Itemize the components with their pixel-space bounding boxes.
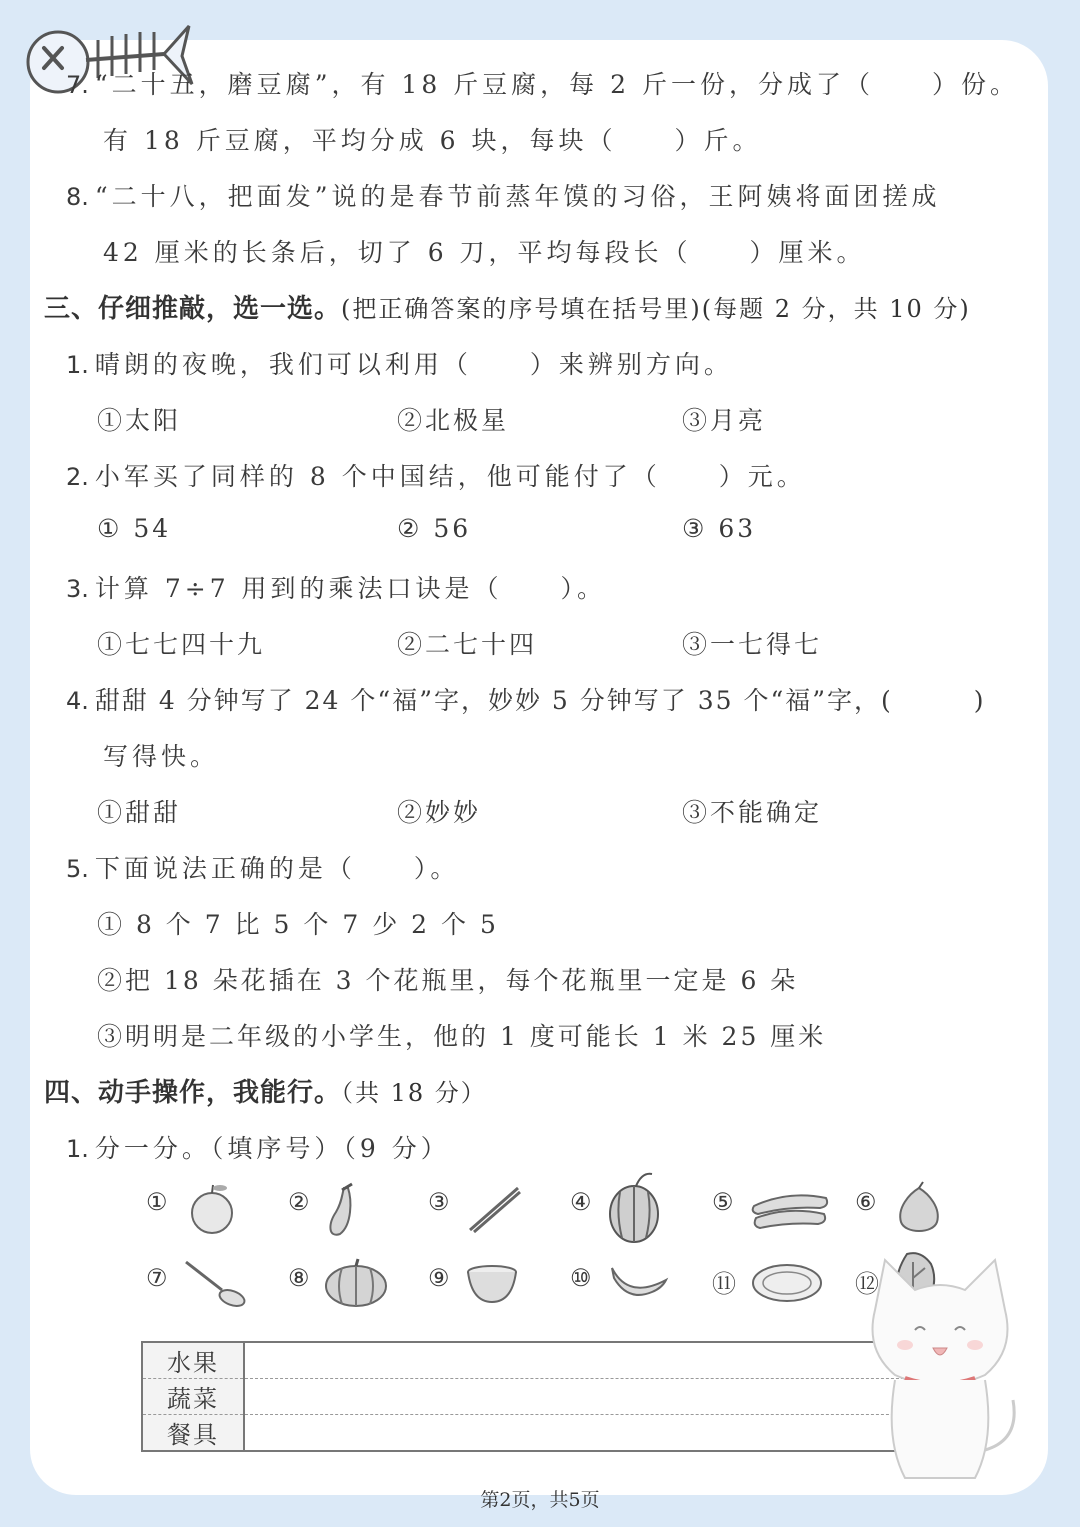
question-4-1: 1. 分一分。（填序号）（9 分） <box>66 1134 450 1163</box>
answer-cell-fruit[interactable] <box>244 1342 940 1379</box>
answer-cell-vegetable[interactable] <box>244 1379 940 1415</box>
section-3-title: 三、仔细推敲，选一选。(把正确答案的序号填在括号里)(每题 2 分，共 10 分) <box>44 294 971 324</box>
row-label-tableware: 餐具 <box>142 1415 244 1452</box>
pear-icon <box>893 1180 945 1238</box>
section-4-title: 四、动手操作，我能行。（共 18 分） <box>44 1078 487 1108</box>
cat-illustration-icon <box>855 1250 1025 1490</box>
apple-icon <box>184 1180 240 1236</box>
spoon-icon <box>180 1256 250 1308</box>
question-8-line-2: 42 厘米的长条后，切了 6 刀，平均每段长（ ）厘米。 <box>103 238 866 267</box>
option-3-4-c: ③不能确定 <box>682 798 823 827</box>
question-3-3: 3. 计算 7÷7 用到的乘法口诀是（ ）。 <box>66 574 607 603</box>
row-label-vegetable: 蔬菜 <box>142 1379 244 1415</box>
table-row <box>142 1342 940 1379</box>
cucumber-icon <box>748 1184 834 1234</box>
option-3-3-c: ③一七得七 <box>682 630 823 659</box>
question-3-5: 5. 下面说法正确的是（ ）。 <box>66 854 460 883</box>
option-3-1-a: ①太阳 <box>97 406 182 435</box>
question-3-2: 2. 小军买了同样的 8 个中国结，他可能付了（ ）元。 <box>66 462 806 491</box>
banana-icon <box>608 1260 670 1304</box>
question-8-line-1: 8. “二十八，把面发”说的是春节前蒸年馍的习俗，王阿姨将面团搓成 <box>66 182 941 211</box>
option-3-3-b: ②二七十四 <box>397 630 538 659</box>
table-row <box>142 1415 940 1452</box>
table-row <box>142 1379 940 1415</box>
watermelon-icon <box>606 1168 664 1248</box>
option-3-2-a: ① 54 <box>97 514 172 543</box>
bowl-icon <box>464 1260 520 1306</box>
chopsticks-icon <box>466 1184 522 1234</box>
row-label-fruit: 水果 <box>142 1342 244 1379</box>
question-7-line-1: 7. “二十五，磨豆腐”，有 18 斤豆腐，每 2 斤一份，分成了（ ）份。 <box>66 70 1019 99</box>
question-3-1: 1. 晴朗的夜晚，我们可以利用（ ）来辨别方向。 <box>66 350 733 379</box>
option-3-5-b: ②把 18 朵花插在 3 个花瓶里，每个花瓶里一定是 6 朵 <box>97 966 799 995</box>
pumpkin-icon <box>322 1256 390 1308</box>
question-3-4-line-1: 4. 甜甜 4 分钟写了 24 个“福”字，妙妙 5 分钟写了 35 个“福”字，( ) <box>66 686 986 715</box>
option-3-5-c: ③明明是二年级的小学生，他的 1 度可能长 1 米 25 厘米 <box>97 1022 827 1051</box>
option-3-5-a: ① 8 个 7 比 5 个 7 少 2 个 5 <box>97 910 499 939</box>
answer-cell-tableware[interactable] <box>244 1415 940 1452</box>
question-3-4-line-2: 写得快。 <box>103 742 220 771</box>
option-3-4-a: ①甜甜 <box>97 798 182 827</box>
page-footer: 第2页，共5页 <box>480 1489 600 1511</box>
option-3-3-a: ①七七四十九 <box>97 630 266 659</box>
option-3-2-b: ② 56 <box>397 514 472 543</box>
sorting-table <box>141 1341 941 1452</box>
plate-icon <box>750 1262 824 1304</box>
option-3-1-c: ③月亮 <box>682 406 767 435</box>
eggplant-icon <box>322 1180 362 1240</box>
option-3-2-c: ③ 63 <box>682 514 757 543</box>
question-7-line-2: 有 18 斤豆腐，平均分成 6 块，每块（ ）斤。 <box>103 126 762 155</box>
option-3-4-b: ②妙妙 <box>397 798 482 827</box>
option-3-1-b: ②北极星 <box>397 406 510 435</box>
